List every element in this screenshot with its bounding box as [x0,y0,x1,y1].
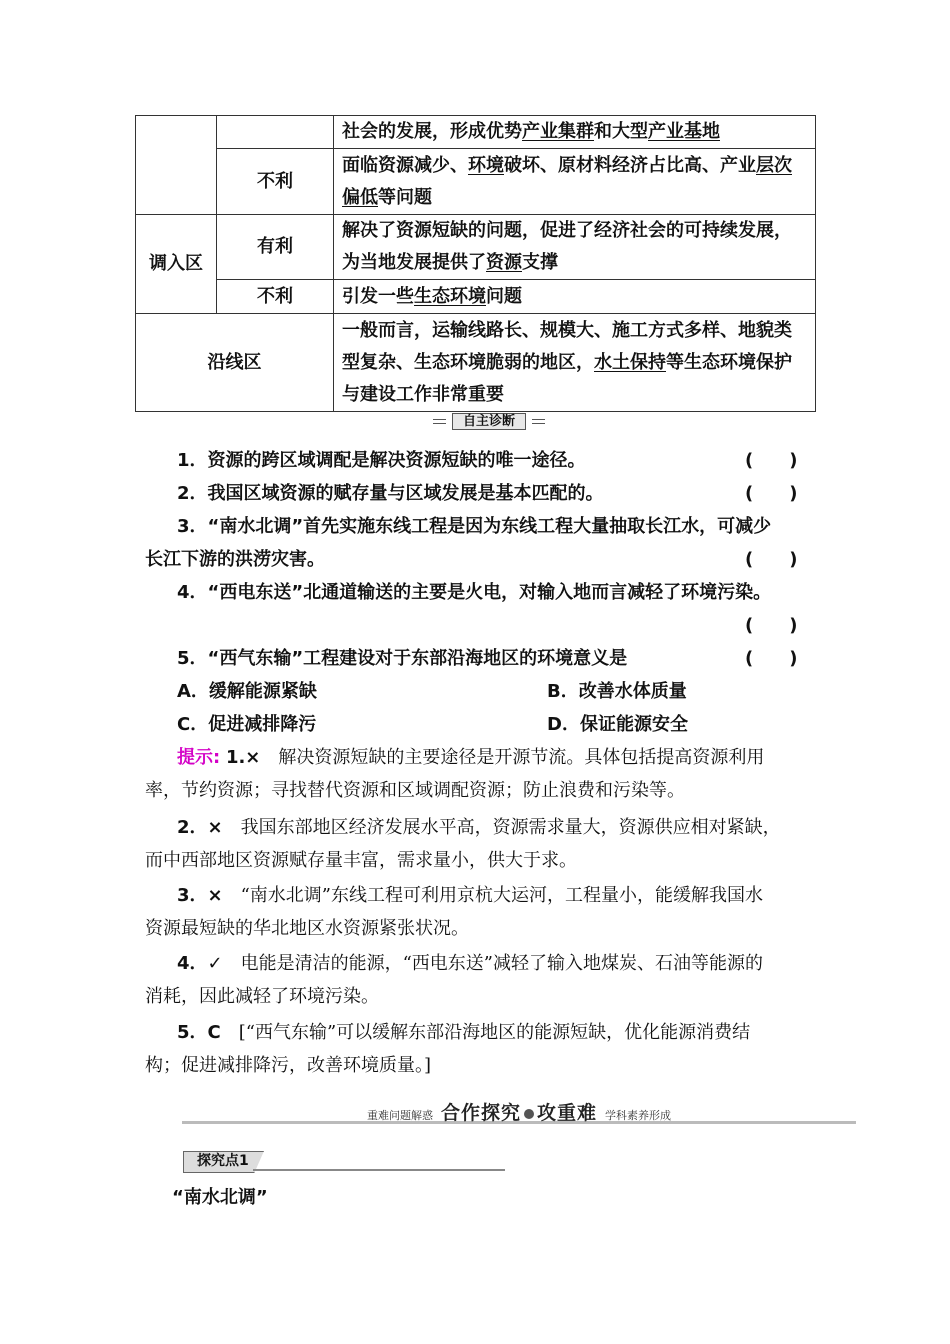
hint-2: 2．× 我国东部地区经济发展水平高，资源需求量大，资源供应相对紧缺， [177,817,781,838]
answer-blank: ( ) [745,549,798,570]
import-favorable-label: 有利 [217,215,334,280]
route-region-label: 沿线区 [136,314,334,412]
table-cell-text: 社会的发展，形成优势产业集群和大型产业基地 [334,116,816,149]
answer-blank: ( ) [745,648,798,669]
question-3-cont: 长江下游的洪涝灾害。 [145,549,325,570]
separator-dot-icon [524,1109,534,1119]
question-4: 4．“西电东送”北通道输送的主要是火电，对输入地而言减轻了环境污染。 [177,582,772,603]
question-2: 2．我国区域资源的赋存量与区域发展是基本匹配的。 [177,483,604,504]
export-unfavorable-label: 不利 [217,149,334,215]
answer-blank: ( ) [745,615,798,636]
option-b: B．改善水体质量 [547,681,687,702]
topic-title: “南水北调” [172,1187,268,1208]
hint-3-cont: 资源最短缺的华北地区水资源紧张状况。 [145,918,469,939]
table-cell-empty [136,116,217,215]
explore-point-tab: 探究点1 [183,1151,505,1171]
answer-blank: ( ) [745,450,798,471]
table-cell-empty [217,116,334,149]
section-banner: 重难问题解惑 合作探究 攻重难 学科素养形成 [182,1098,856,1126]
hint-3: 3．× “南水北调”东线工程可利用京杭大运河，工程量小，能缓解我国水 [177,885,764,906]
table-cell-text: 引发一些生态环境问题 [334,280,816,314]
hint-4: 4．✓ 电能是清洁的能源，“西电东送”减轻了输入地煤炭、石油等能源的 [177,953,764,974]
answer-blank: ( ) [745,483,798,504]
option-c: C．促进减排降污 [177,714,317,735]
hint-5-cont: 构；促进减排降污，改善环境质量。] [145,1055,432,1076]
question-3: 3．“南水北调”首先实施东线工程是因为东线工程大量抽取长江水，可减少 [177,516,772,537]
hint-4-cont: 消耗，因此减轻了环境污染。 [145,986,379,1007]
import-unfavorable-label: 不利 [217,280,334,314]
table-cell-text: 面临资源减少、环境破坏、原材料经济占比高、产业层次偏低等问题 [334,149,816,215]
self-diagnosis-badge: 自主诊断 [433,413,545,430]
hint-1: 提示: 1.× 解决资源短缺的主要途径是开源节流。具体包括提高资源利用 [177,747,765,768]
option-a: A．缓解能源紧缺 [177,681,317,702]
question-1: 1．资源的跨区域调配是解决资源短缺的唯一途径。 [177,450,586,471]
import-region-label: 调入区 [136,215,217,314]
table-cell-text: 解决了资源短缺的问题，促进了经济社会的可持续发展，为当地发展提供了资源支撑 [334,215,816,280]
table-cell-text: 一般而言，运输线路长、规模大、施工方式多样、地貌类型复杂、生态环境脆弱的地区，水土保持等生态环境保护与建设工作非常重要 [334,314,816,412]
resource-transfer-table [135,115,816,412]
option-d: D．保证能源安全 [547,714,688,735]
question-5: 5．“西气东输”工程建设对于东部沿海地区的环境意义是 [177,648,628,669]
hint-5: 5．C [“西气东输”可以缓解东部沿海地区的能源短缺，优化能源消费结 [177,1022,751,1043]
hint-2-cont: 而中西部地区资源赋存量丰富，需求量小，供大于求。 [145,850,577,871]
hint-1-cont: 率，节约资源；寻找替代资源和区域调配资源；防止浪费和污染等。 [145,780,685,801]
